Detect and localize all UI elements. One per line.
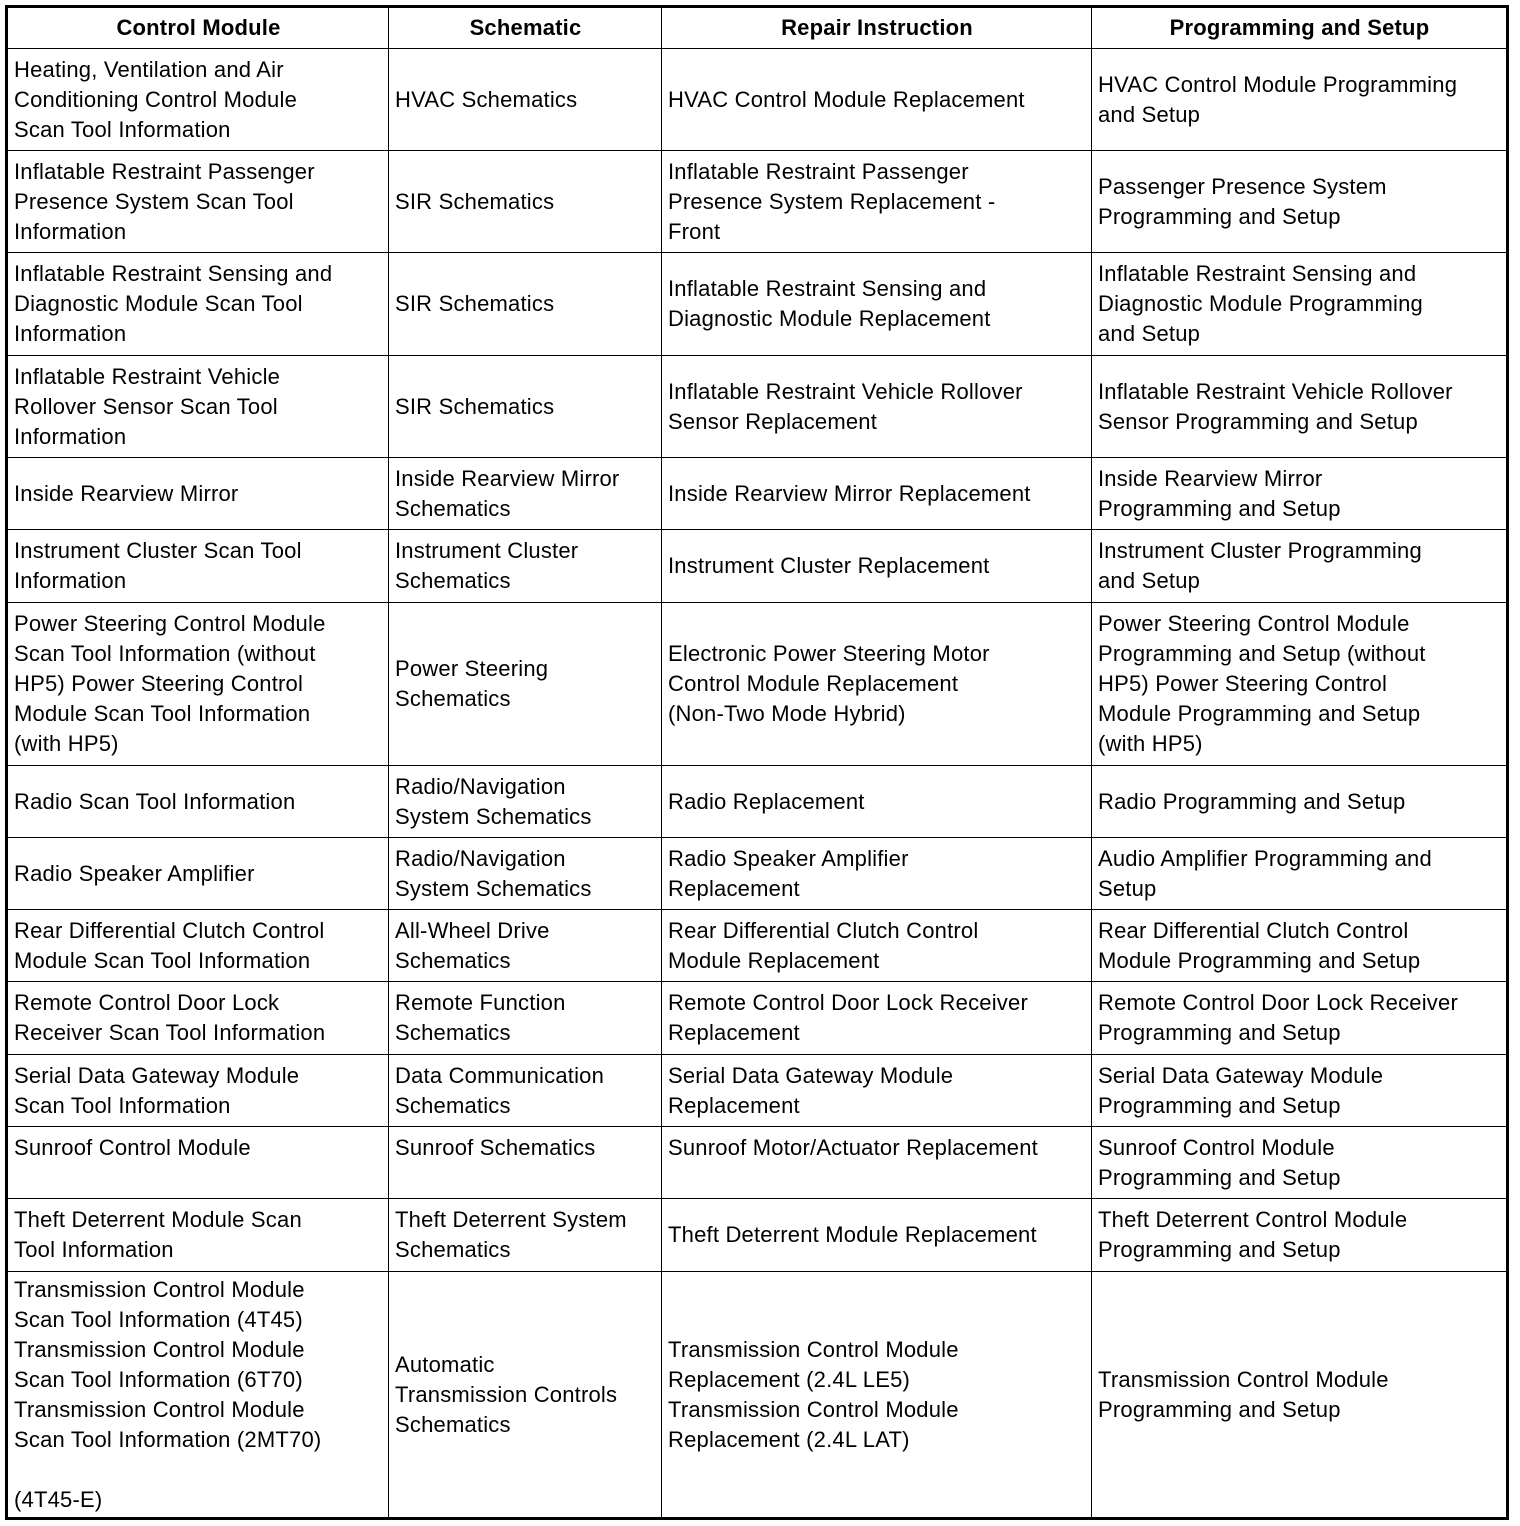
repair-instruction-cell: Transmission Control Module Replacement (2.4L LE5) Transmission Control Module Replacement (2.4L LAT) [662,1272,1092,1519]
schematic-cell: Instrument Cluster Schematics [389,530,662,603]
schematic-cell: Data Communication Schematics [389,1055,662,1127]
control-module-cell: Inflatable Restraint Passenger Presence System Scan Tool Information [7,151,389,253]
schematic-cell: Remote Function Schematics [389,982,662,1055]
repair-instruction-cell: Inside Rearview Mirror Replacement [662,458,1092,530]
table-row [7,910,1508,982]
programming-setup-cell: Serial Data Gateway Module Programming and Setup [1092,1055,1508,1127]
programming-setup-cell: Power Steering Control Module Programming and Setup (without HP5) Power Steering Control Module Programming and Setup (with HP5) [1092,603,1508,766]
programming-setup-cell: HVAC Control Module Programming and Setup [1092,49,1508,151]
table-row [7,1199,1508,1272]
repair-instruction-cell: Radio Replacement [662,766,1092,838]
table-row [7,1055,1508,1127]
programming-setup-cell: Sunroof Control Module Programming and Setup [1092,1127,1508,1199]
table-row [7,530,1508,603]
control-module-table [5,5,1509,1520]
control-module-cell: Sunroof Control Module [7,1127,389,1199]
repair-instruction-cell: Remote Control Door Lock Receiver Replacement [662,982,1092,1055]
control-module-cell: Inflatable Restraint Vehicle Rollover Sensor Scan Tool Information [7,356,389,458]
schematic-cell: Inside Rearview Mirror Schematics [389,458,662,530]
schematic-cell: HVAC Schematics [389,49,662,151]
schematic-cell: Sunroof Schematics [389,1127,662,1199]
header-row [7,7,1508,49]
repair-instruction-cell: Rear Differential Clutch Control Module Replacement [662,910,1092,982]
schematic-cell: Radio/Navigation System Schematics [389,838,662,910]
control-module-cell: Rear Differential Clutch Control Module Scan Tool Information [7,910,389,982]
programming-setup-cell: Audio Amplifier Programming and Setup [1092,838,1508,910]
programming-setup-cell: Transmission Control Module Programming and Setup [1092,1272,1508,1519]
schematic-cell: Automatic Transmission Controls Schematics [389,1272,662,1519]
header-schematic: Schematic [389,7,662,49]
control-module-cell: Transmission Control Module Scan Tool Information (4T45) Transmission Control Module Scan Tool Information (6T70) Transmission Control Module Scan Tool Information (2MT70) (4T45-E) [7,1272,389,1519]
table-row [7,151,1508,253]
table-row [7,253,1508,356]
table-row [7,49,1508,151]
repair-instruction-cell: Inflatable Restraint Sensing and Diagnostic Module Replacement [662,253,1092,356]
control-module-cell: Theft Deterrent Module Scan Tool Information [7,1199,389,1272]
header-repair-instruction: Repair Instruction [662,7,1092,49]
programming-setup-cell: Instrument Cluster Programming and Setup [1092,530,1508,603]
programming-setup-cell: Rear Differential Clutch Control Module Programming and Setup [1092,910,1508,982]
schematic-cell: Power Steering Schematics [389,603,662,766]
programming-setup-cell: Inflatable Restraint Vehicle Rollover Sensor Programming and Setup [1092,356,1508,458]
table-row [7,356,1508,458]
table-row [7,458,1508,530]
repair-instruction-cell: HVAC Control Module Replacement [662,49,1092,151]
control-module-cell: Instrument Cluster Scan Tool Information [7,530,389,603]
table-row [7,838,1508,910]
programming-setup-cell: Passenger Presence System Programming and Setup [1092,151,1508,253]
repair-instruction-cell: Serial Data Gateway Module Replacement [662,1055,1092,1127]
table-row [7,1127,1508,1199]
schematic-cell: Theft Deterrent System Schematics [389,1199,662,1272]
control-module-cell: Remote Control Door Lock Receiver Scan Tool Information [7,982,389,1055]
repair-instruction-cell: Theft Deterrent Module Replacement [662,1199,1092,1272]
programming-setup-cell: Theft Deterrent Control Module Programming and Setup [1092,1199,1508,1272]
schematic-cell: SIR Schematics [389,253,662,356]
control-module-cell: Inflatable Restraint Sensing and Diagnostic Module Scan Tool Information [7,253,389,356]
repair-instruction-cell: Inflatable Restraint Passenger Presence System Replacement - Front [662,151,1092,253]
control-module-cell: Power Steering Control Module Scan Tool Information (without HP5) Power Steering Control Module Scan Tool Information (with HP5) [7,603,389,766]
control-module-cell: Serial Data Gateway Module Scan Tool Information [7,1055,389,1127]
table-row [7,766,1508,838]
schematic-cell: SIR Schematics [389,356,662,458]
header-control-module: Control Module [7,7,389,49]
control-module-cell: Heating, Ventilation and Air Conditioning Control Module Scan Tool Information [7,49,389,151]
schematic-cell: All-Wheel Drive Schematics [389,910,662,982]
repair-instruction-cell: Radio Speaker Amplifier Replacement [662,838,1092,910]
repair-instruction-cell: Inflatable Restraint Vehicle Rollover Sensor Replacement [662,356,1092,458]
programming-setup-cell: Inflatable Restraint Sensing and Diagnostic Module Programming and Setup [1092,253,1508,356]
table-row [7,1272,1508,1519]
repair-instruction-cell: Electronic Power Steering Motor Control Module Replacement (Non-Two Mode Hybrid) [662,603,1092,766]
control-module-cell: Inside Rearview Mirror [7,458,389,530]
schematic-cell: Radio/Navigation System Schematics [389,766,662,838]
table-row [7,603,1508,766]
schematic-cell: SIR Schematics [389,151,662,253]
control-module-cell: Radio Speaker Amplifier [7,838,389,910]
table-row [7,982,1508,1055]
header-programming-setup: Programming and Setup [1092,7,1508,49]
repair-instruction-cell: Instrument Cluster Replacement [662,530,1092,603]
repair-instruction-cell: Sunroof Motor/Actuator Replacement [662,1127,1092,1199]
programming-setup-cell: Inside Rearview Mirror Programming and Setup [1092,458,1508,530]
programming-setup-cell: Radio Programming and Setup [1092,766,1508,838]
control-module-cell: Radio Scan Tool Information [7,766,389,838]
programming-setup-cell: Remote Control Door Lock Receiver Programming and Setup [1092,982,1508,1055]
